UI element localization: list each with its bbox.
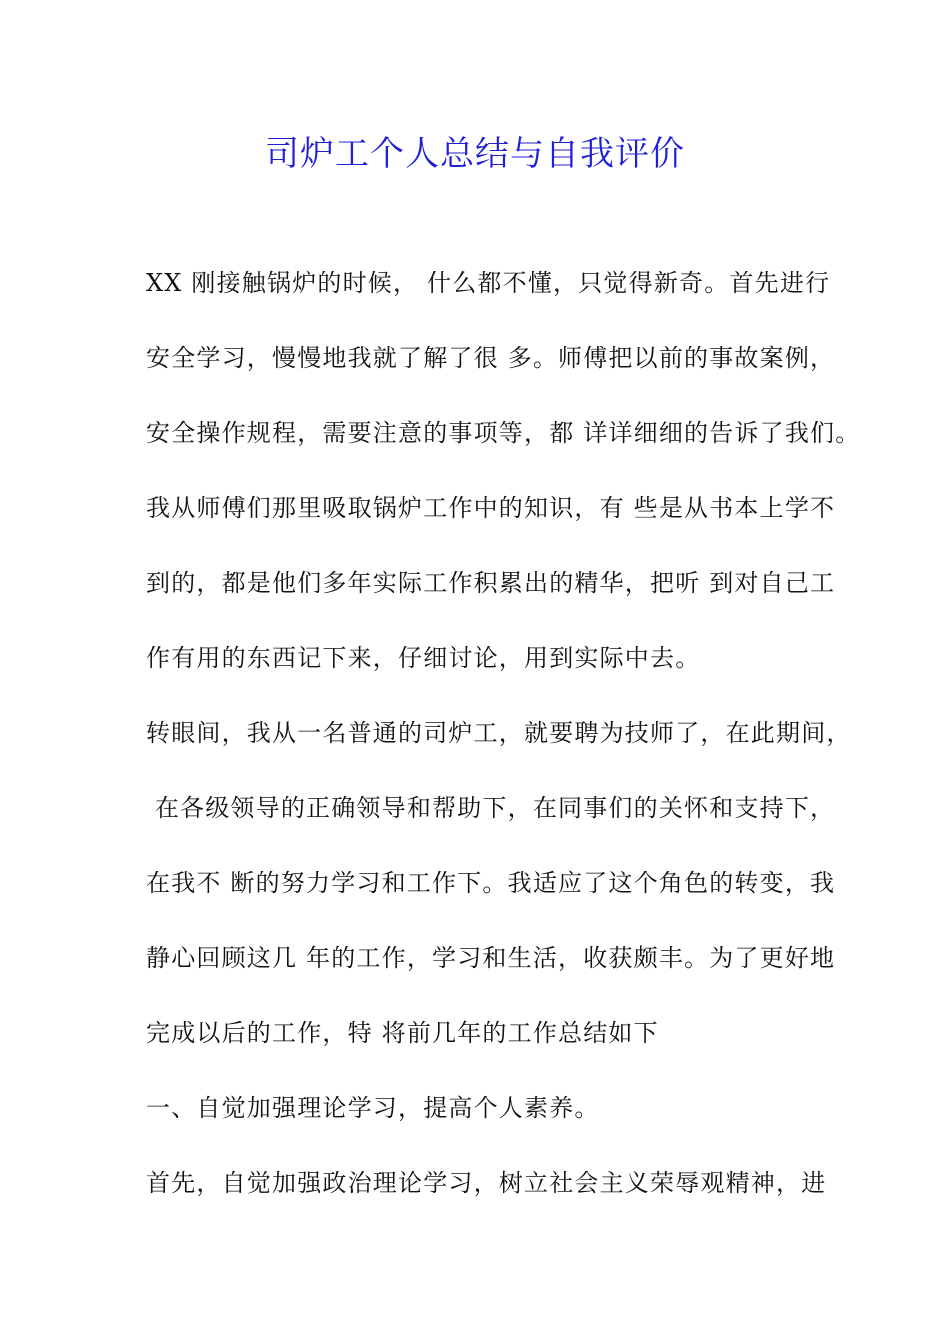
text-line: 在各级领导的正确领导和帮助下，在同事们的关怀和支持下， <box>146 794 836 822</box>
text-line: 首先，自觉加强政治理论学习，树立社会主义荣辱观精神，进 <box>146 1169 827 1197</box>
text-line: 在我不 断的努力学习和工作下。我适应了这个角色的转变，我 <box>146 869 836 897</box>
text-line: 到的，都是他们多年实际工作积累出的精华，把听 到对自己工 <box>146 569 836 597</box>
text-line: 转眼间，我从一名普通的司炉工，就要聘为技师了，在此期间， <box>146 719 852 747</box>
text-line: 完成以后的工作，特 将前几年的工作总结如下 <box>146 1019 659 1047</box>
section-heading: 一、自觉加强理论学习，提高个人素养。 <box>146 1094 600 1122</box>
text-line: 安全学习，慢慢地我就了解了很 多。师傅把以前的事故案例， <box>146 344 836 372</box>
text-line: 安全操作规程，需要注意的事项等，都 详详细细的告诉了我们。 <box>146 419 861 447</box>
text-line: 作有用的东西记下来，仔细讨论，用到实际中去。 <box>146 644 701 672</box>
text-line: XX 刚接触锅炉的时候， 什么都不懂，只觉得新奇。首先进行 <box>146 269 831 297</box>
text-line: 静心回顾这几 年的工作，学习和生活，收获颇丰。为了更好地 <box>146 944 836 972</box>
document-title: 司炉工个人总结与自我评价 <box>265 134 685 174</box>
text-line: 我从师傅们那里吸取锅炉工作中的知识，有 些是从书本上学不 <box>146 494 836 522</box>
